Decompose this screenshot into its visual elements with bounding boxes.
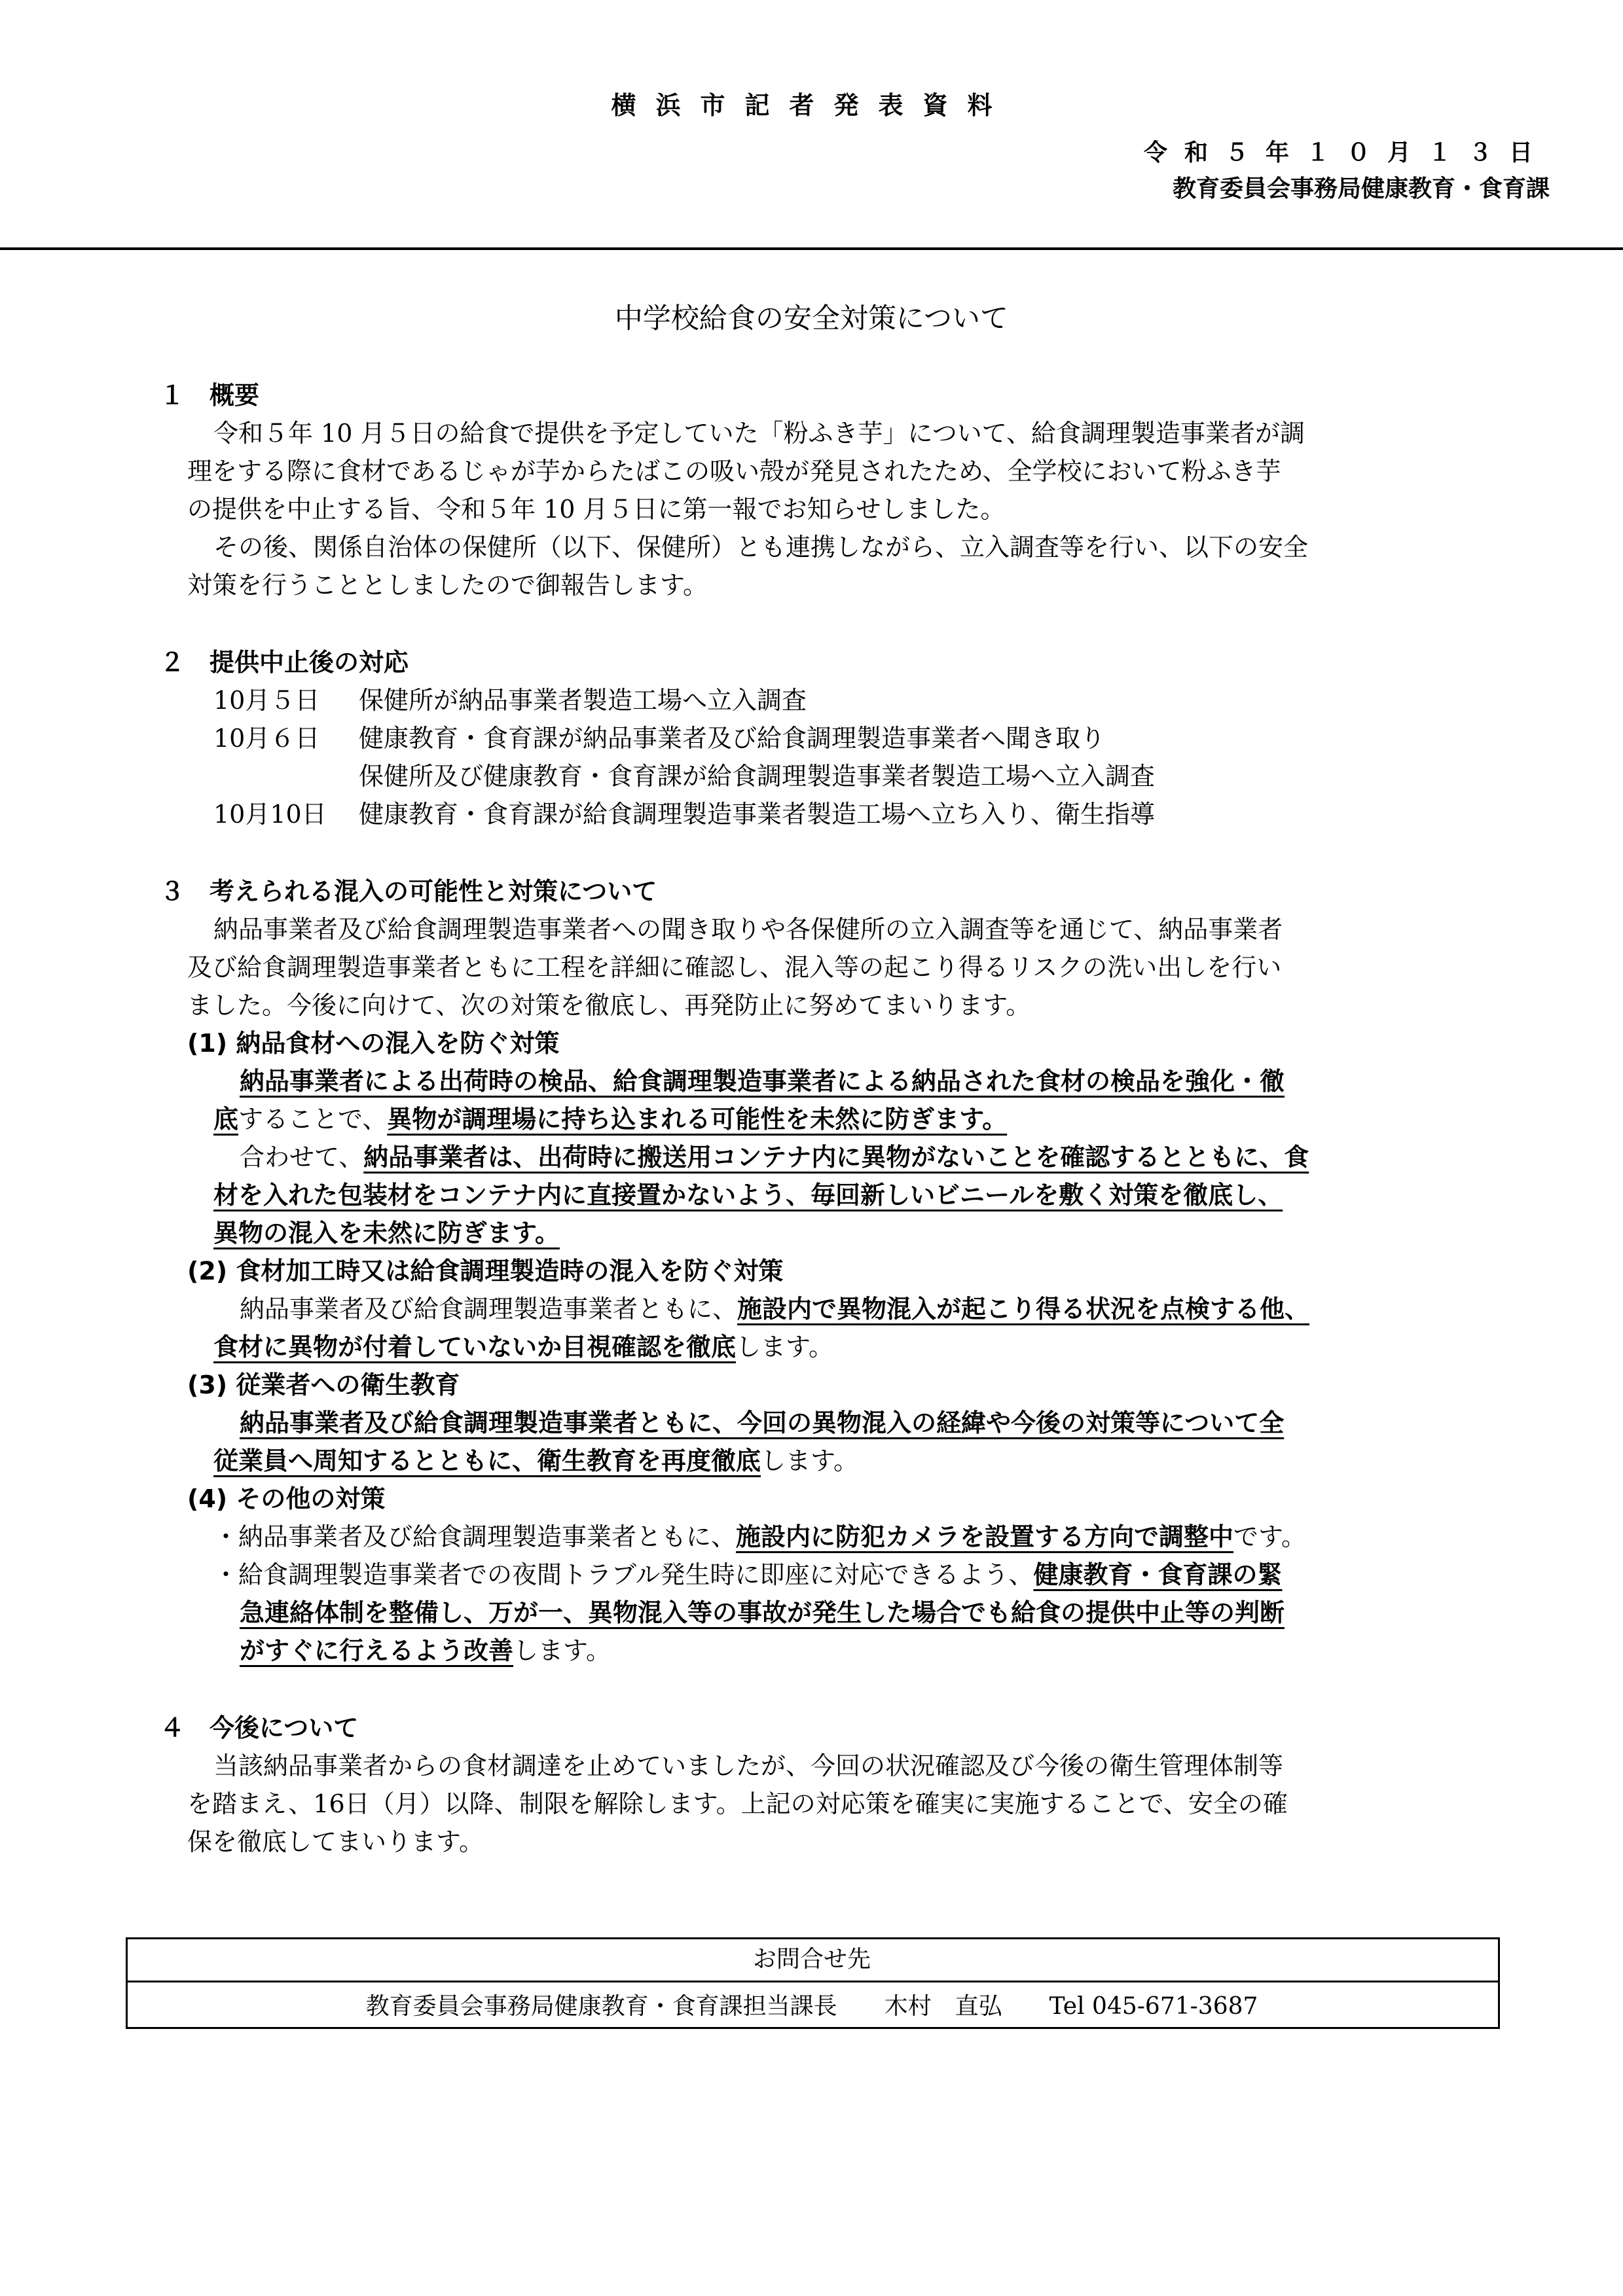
subsection-1-text [240, 1138, 1309, 1176]
timeline-date: 10月５日 [213, 686, 320, 715]
plain-text: 合わせて、 [240, 1143, 364, 1172]
subsection-1-text [213, 1100, 1007, 1138]
subsection-3-text [213, 1442, 858, 1480]
emphasis-text: 異物が調理場に持ち込まれる可能性を未然に防ぎます。 [387, 1105, 1008, 1134]
timeline-event: 保健所が納品事業者製造工場へ立入調査 [359, 686, 807, 715]
subsection-1-text: 異物の混入を未然に防ぎます。 [213, 1219, 560, 1247]
subsection-1-text: 納品事業者による出荷時の検品、給食調理製造事業者による納品された食材の検品を強化・徹 [240, 1067, 1285, 1096]
emphasis-text: 納品事業者は、出荷時に搬送用コンテナ内に異物がないことを確認するとともに、食 [363, 1143, 1309, 1172]
timeline-event: 健康教育・食育課が給食調理製造事業者製造工場へ立ち入り、衛生指導 [359, 800, 1156, 829]
plain-text: 納品事業者及び給食調理製造事業者ともに、 [240, 1295, 738, 1323]
bullet-item-continued: 急連絡体制を整備し、万が一、異物混入等の事故が発生した場合でも給食の提供中止等の判断 [240, 1598, 1285, 1627]
plain-text: することで、 [238, 1105, 388, 1134]
press-release-label: 横浜市記者発表資料 [611, 91, 1012, 120]
section-1-paragraph-line: その後、関係自治体の保健所（以下、保健所）とも連携しながら、立入調査等を行い、以下の安全 [213, 533, 1309, 562]
bullet-item-continued [240, 1632, 611, 1670]
subsection-2-text [240, 1290, 1309, 1328]
release-date: 令和５年１０月１３日 [1143, 139, 1550, 166]
subsection-3-heading: (3) 従業者への衛生教育 [187, 1371, 460, 1399]
section-1-paragraph-line: 対策を行うこととしましたので御報告します。 [187, 571, 708, 600]
emphasis-text: 底 [213, 1105, 239, 1134]
bullet-item [213, 1556, 1283, 1594]
issuing-department: 教育委員会事務局健康教育・食育課 [1172, 175, 1550, 202]
section-3-intro-line: 納品事業者及び給食調理製造事業者への聞き取りや各保健所の立入調査等を通じて、納品事業者 [213, 915, 1283, 944]
plain-text: です。 [1233, 1522, 1306, 1551]
timeline-event: 健康教育・食育課が納品事業者及び給食調理製造事業者へ聞き取り [359, 724, 1106, 753]
timeline-event: 保健所及び健康教育・食育課が給食調理製造事業者製造工場へ立入調査 [359, 762, 1156, 791]
subsection-2-heading: (2) 食材加工時又は給食調理製造時の混入を防ぐ対策 [187, 1257, 784, 1285]
subsection-4-heading: (4) その他の対策 [187, 1484, 386, 1513]
section-4-text: 保を徹底してまいります。 [187, 1827, 484, 1856]
section-3-heading: ３ 考えられる混入の可能性と対策について [160, 877, 657, 906]
contact-divider [126, 1981, 1498, 1982]
subsection-1-heading: (1) 納品食材への混入を防ぐ対策 [187, 1029, 560, 1058]
emphasis-text: 施設内で異物混入が起こり得る状況を点検する他、 [737, 1295, 1310, 1323]
subsection-3-text: 納品事業者及び給食調理製造事業者ともに、今回の異物混入の経緯や今後の対策等について全 [240, 1408, 1285, 1437]
bullet-item [213, 1518, 1306, 1556]
section-3-intro-line: ました。今後に向けて、次の対策を徹底し、再発防止に努めてまいります。 [187, 991, 1031, 1020]
section-2-heading: ２ 提供中止後の対応 [160, 648, 409, 677]
emphasis-text: がすぐに行えるよう改善 [240, 1636, 514, 1665]
timeline-date: 10月６日 [213, 724, 320, 753]
plain-text: します。 [513, 1636, 611, 1665]
emphasis-text: 従業員へ周知するとともに、衛生教育を再度徹底 [213, 1446, 761, 1475]
subsection-2-text [213, 1328, 833, 1366]
plain-text: します。 [761, 1446, 858, 1475]
plain-text: ・給食調理製造事業者での夜間トラブル発生時に即座に対応できるよう、 [213, 1560, 1034, 1589]
emphasis-text: 食材に異物が付着していないか目視確認を徹底 [213, 1333, 737, 1361]
section-4-text: 当該納品事業者からの食材調達を止めていましたが、今回の状況確認及び今後の衛生管理体制等 [213, 1751, 1284, 1780]
section-1-paragraph-line: の提供を中止する旨、令和５年 10 月５日に第一報でお知らせしました。 [187, 495, 1006, 524]
plain-text: します。 [736, 1333, 833, 1361]
section-4-text: を踏まえ、16日（月）以降、制限を解除します。上記の対応策を確実に実施することで、安全の確 [187, 1789, 1288, 1818]
section-4-heading: ４ 今後について [160, 1713, 359, 1742]
section-1-heading: １ 概要 [160, 381, 260, 410]
section-1-paragraph-line: 令和５年 10 月５日の給食で提供を予定していた「粉ふき芋」について、給食調理製造事業者が調 [213, 419, 1305, 448]
subsection-1-text: 材を入れた包装材をコンテナ内に直接置かないよう、毎回新しいビニールを敷く対策を徹底し、 [213, 1181, 1283, 1210]
emphasis-text: 健康教育・食育課の緊 [1033, 1560, 1283, 1589]
section-1-paragraph-line: 理をする際に食材であるじゃが芋からたばこの吸い殻が発見されたため、全学校において粉ふき芋 [187, 457, 1281, 486]
timeline-date: 10月10日 [213, 800, 327, 829]
emphasis-text: 施設内に防犯カメラを設置する方向で調整中 [736, 1522, 1234, 1551]
contact-details: 教育委員会事務局健康教育・食育課担当課長 木村 直弘 Tel 045-671-3687 [365, 1993, 1258, 2020]
plain-text: ・納品事業者及び給食調理製造事業者ともに、 [213, 1522, 737, 1551]
document-title: 中学校給食の安全対策について [614, 302, 1009, 335]
section-3-intro-line: 及び給食調理製造事業者ともに工程を詳細に確認し、混入等の起こり得るリスクの洗い出しを行い [187, 953, 1282, 982]
header-divider [0, 247, 1623, 250]
contact-heading: お問合せ先 [752, 1946, 871, 1973]
